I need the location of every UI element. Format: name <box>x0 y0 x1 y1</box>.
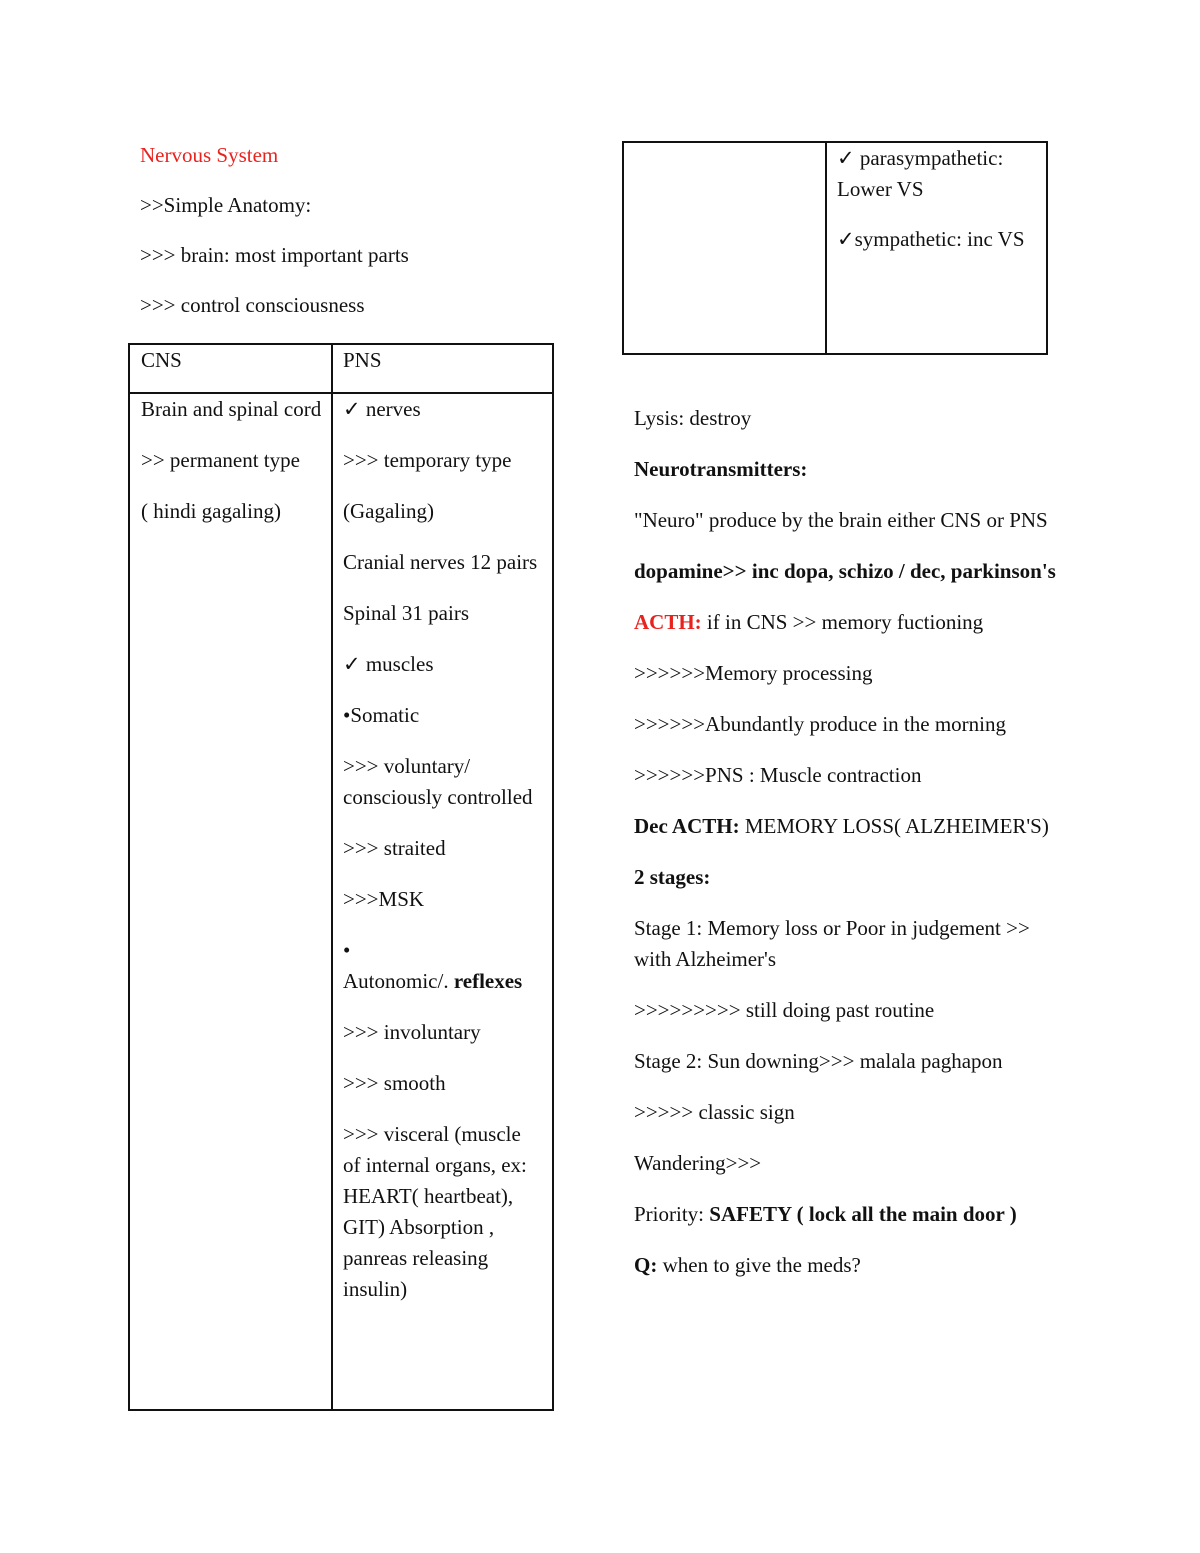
reflexes-label: reflexes <box>453 969 523 993</box>
dec-acth-text: MEMORY LOSS( ALZHEIMER'S) <box>739 814 1049 838</box>
note-line: >>>>>>PNS : Muscle contraction <box>634 763 922 787</box>
cns-item: Brain and spinal cord <box>141 397 322 421</box>
pns-item: >>> visceral (muscle of internal organs, ex: HEART( heartbeat), GIT) Absorption , panreas releasing insulin) <box>343 1122 527 1301</box>
header-pns: PNS <box>343 348 382 372</box>
intro-section <box>140 140 560 340</box>
priority-label: Priority: <box>634 1202 710 1226</box>
autonomic-item: ✓ parasympathetic: Lower VS <box>837 146 1004 201</box>
stages-heading: 2 stages: <box>634 865 711 889</box>
note-line <box>634 811 1064 842</box>
section-heading <box>634 454 1064 485</box>
autonomic-item: ✓sympathetic: inc VS <box>837 227 1025 251</box>
pns-item: >>> involuntary <box>343 1020 481 1044</box>
page-title: Nervous System <box>140 143 279 167</box>
pns-item: Cranial nerves 12 pairs <box>343 550 538 574</box>
header-cns: CNS <box>141 348 182 372</box>
intro-line: >>> brain: most important parts <box>140 243 409 267</box>
dopamine-line: dopamine>> inc dopa, schizo / dec, parkinson's <box>634 559 1056 583</box>
pns-item: >>> straited <box>343 836 446 860</box>
note-line: >>>>> classic sign <box>634 1100 795 1124</box>
pns-item: >>> smooth <box>343 1071 446 1095</box>
note-line: >>>>>>>>> still doing past routine <box>634 998 935 1022</box>
note-line: "Neuro" produce by the brain either CNS or PNS <box>634 508 1048 532</box>
note-line: >>>>>>Memory processing <box>634 661 873 685</box>
cns-item: ( hindi gagaling) <box>141 499 281 523</box>
pns-column <box>343 394 543 1325</box>
acth-label: ACTH: <box>634 610 702 634</box>
note-line: Stage 1: Memory loss or Poor in judgement >> with Alzheimer's <box>634 916 1030 971</box>
autonomic-label: Autonomic/. <box>343 969 449 993</box>
pns-item: (Gagaling) <box>343 499 434 523</box>
note-line: Stage 2: Sun downing>>> malala paghapon <box>634 1049 1003 1073</box>
note-line: >>>>>>Abundantly produce in the morning <box>634 712 1007 736</box>
table-divider <box>331 345 333 1409</box>
note-line <box>634 556 1064 587</box>
note-line <box>634 1250 1064 1281</box>
cns-item: >> permanent type <box>141 448 300 472</box>
priority-value: SAFETY ( lock all the main door ) <box>709 1202 1017 1226</box>
table-divider <box>825 143 827 353</box>
notes-section <box>634 403 1064 1301</box>
pns-item: >>> voluntary/ consciously controlled <box>343 754 533 809</box>
intro-line: >>Simple Anatomy: <box>140 193 312 217</box>
acth-text: if in CNS >> memory fuctioning <box>701 610 984 634</box>
note-line <box>634 607 1064 638</box>
pns-item: •Somatic <box>343 703 420 727</box>
cns-column <box>141 394 326 547</box>
intro-line: >>> control consciousness <box>140 293 365 317</box>
cns-pns-table <box>128 343 554 1411</box>
autonomic-table <box>622 141 1048 355</box>
note-line <box>634 1199 1064 1230</box>
note-line: Lysis: destroy <box>634 406 752 430</box>
section-heading <box>634 862 1064 893</box>
note-line: Wandering>>> <box>634 1151 762 1175</box>
pns-item: >>>MSK <box>343 887 425 911</box>
question-text: when to give the meds? <box>657 1253 861 1277</box>
dec-acth-label: Dec ACTH: <box>634 814 740 838</box>
neurotransmitters-heading: Neurotransmitters: <box>634 457 808 481</box>
pns-item-autonomic <box>343 935 543 997</box>
bullet: • <box>343 938 351 962</box>
pns-item: >>> temporary type <box>343 448 512 472</box>
question-label: Q: <box>634 1253 658 1277</box>
pns-item: ✓ muscles <box>343 652 434 676</box>
pns-item: Spinal 31 pairs <box>343 601 469 625</box>
pns-item: ✓ nerves <box>343 397 421 421</box>
autonomic-column <box>837 143 1037 274</box>
